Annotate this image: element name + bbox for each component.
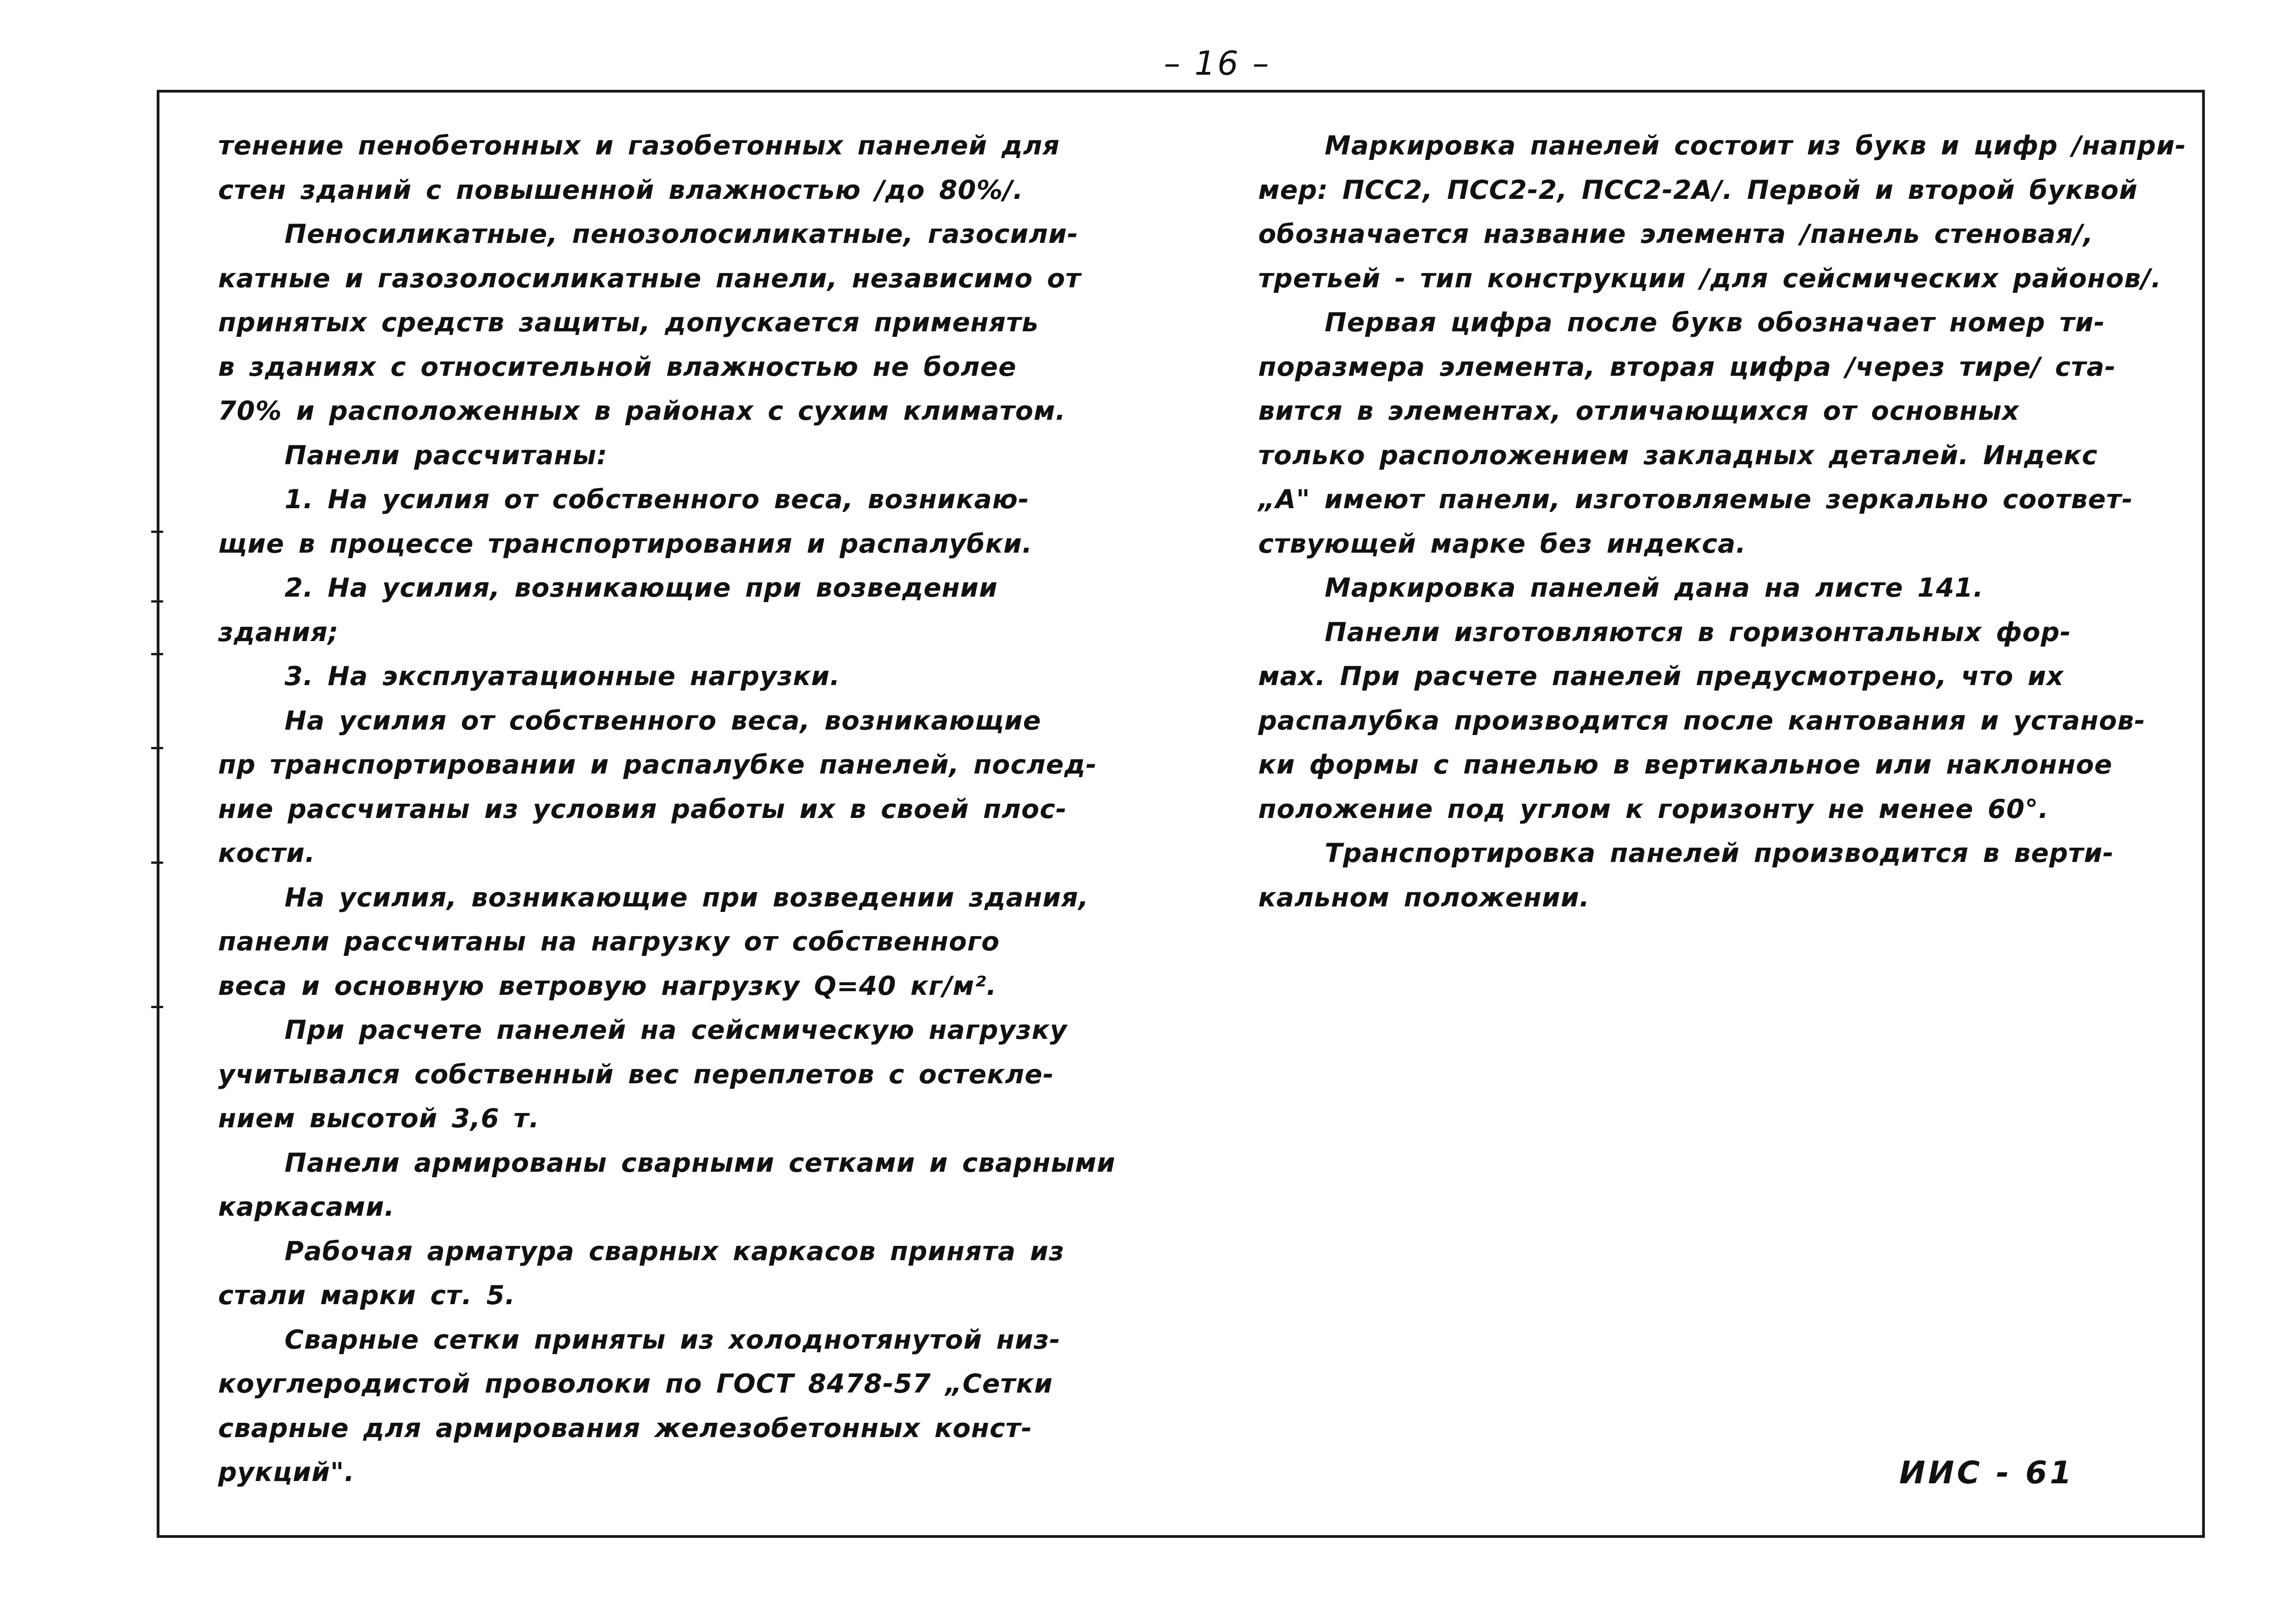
text-line: здания; (218, 617, 339, 647)
text-line: каркасами. (218, 1192, 395, 1222)
text-line: На усилия от собственного веса, возникающие (285, 705, 1041, 736)
text-line: поразмера элемента, вторая цифра /через тире/ ста- (1258, 351, 2116, 382)
text-line: нием высотой 3,6 т. (218, 1103, 540, 1134)
binding-tick-mark (151, 653, 163, 655)
text-line: в зданиях с относительной влажностью не более (218, 351, 1017, 382)
text-line: стали марки ст. 5. (218, 1280, 515, 1311)
binding-tick-mark (151, 861, 163, 864)
text-line: ки формы с панелью в вертикальное или наклонное (1258, 750, 2113, 780)
text-line: Панели изготовляются в горизонтальных фор- (1325, 617, 2072, 647)
text-line: Маркировка панелей состоит из букв и цифр /напри- (1325, 131, 2187, 161)
right-text-column (1258, 124, 2193, 920)
text-line: Маркировка панелей дана на листе 141. (1325, 573, 1984, 603)
text-line: веса и основную ветровую нагрузку Q=40 кг/м². (218, 971, 997, 1001)
text-line: стен зданий с повышенной влажностью /до 80%/. (218, 175, 1024, 205)
text-line: ствующей марке без индекса. (1258, 528, 1746, 559)
text-line: катные и газозолосиликатные панели, независимо от (218, 263, 1081, 294)
text-line: тенение пенобетонных и газобетонных панелей для (218, 131, 1060, 161)
text-line: вится в элементах, отличающихся от основных (1258, 396, 2019, 426)
binding-tick-mark (151, 600, 163, 603)
page-number: – 16 – (1164, 44, 1271, 82)
text-line: „А" имеют панели, изготовляемые зеркально соответ- (1258, 484, 2133, 515)
text-line: рукций". (218, 1457, 355, 1487)
text-line: 70% и расположенных в районах с сухим климатом. (218, 396, 1066, 426)
text-line: Панели рассчитаны: (285, 440, 608, 471)
text-line: Пеносиликатные, пенозолосиликатные, газосили- (285, 219, 1079, 249)
text-line: щие в процессе транспортирования и распалубки. (218, 528, 1033, 559)
text-line: мер: ПСС2, ПСС2-2, ПСС2-2А/. Первой и второй буквой (1258, 175, 2138, 205)
binding-tick-mark (151, 531, 163, 533)
text-line: Первая цифра после букв обозначает номер ти- (1325, 307, 2105, 338)
text-line: обозначается название элемента /панель стеновая/, (1258, 219, 2094, 249)
text-line: кальном положении. (1258, 882, 1590, 913)
text-line: коуглеродистой проволоки по ГОСТ 8478-57 „Сетки (218, 1369, 1053, 1399)
text-line: При расчете панелей на сейсмическую нагрузку (285, 1015, 1068, 1045)
document-code-stamp: ИИС - 61 (1899, 1455, 2074, 1491)
text-line: Сварные сетки приняты из холоднотянутой низ- (285, 1324, 1061, 1355)
text-line: учитывался собственный вес переплетов с остекле- (218, 1059, 1054, 1090)
text-line: ние рассчитаны из условия работы их в своей плос- (218, 794, 1067, 824)
text-line: положение под углом к горизонту не менее 60°. (1258, 794, 2049, 824)
text-line: 1. На усилия от собственного веса, возникаю- (285, 484, 1030, 515)
text-line: сварные для армирования железобетонных конст- (218, 1413, 1033, 1443)
binding-tick-mark (151, 1006, 163, 1008)
text-line: кости. (218, 838, 316, 868)
text-line: третьей - тип конструкции /для сейсмических районов/. (1258, 263, 2162, 294)
text-line: 3. На эксплуатационные нагрузки. (285, 661, 840, 691)
text-line: Панели армированы сварными сетками и сварными (285, 1147, 1116, 1178)
text-line: Транспортировка панелей производится в верти- (1325, 838, 2114, 868)
binding-tick-mark (151, 747, 163, 749)
text-line: 2. На усилия, возникающие при возведении (285, 573, 998, 603)
text-line: мах. При расчете панелей предусмотрено, что их (1258, 661, 2064, 691)
left-text-column (218, 124, 1176, 1495)
text-line: На усилия, возникающие при возведении здания, (285, 882, 1089, 913)
text-line: только расположением закладных деталей. Индекс (1258, 440, 2098, 471)
text-line: принятых средств защиты, допускается применять (218, 307, 1039, 338)
text-line: Рабочая арматура сварных каркасов принята из (285, 1236, 1064, 1267)
text-line: пр транспортировании и распалубке панелей, послед- (218, 750, 1097, 780)
text-line: распалубка производится после кантования и установ- (1258, 705, 2146, 736)
text-line: панели рассчитаны на нагрузку от собственного (218, 927, 1000, 957)
